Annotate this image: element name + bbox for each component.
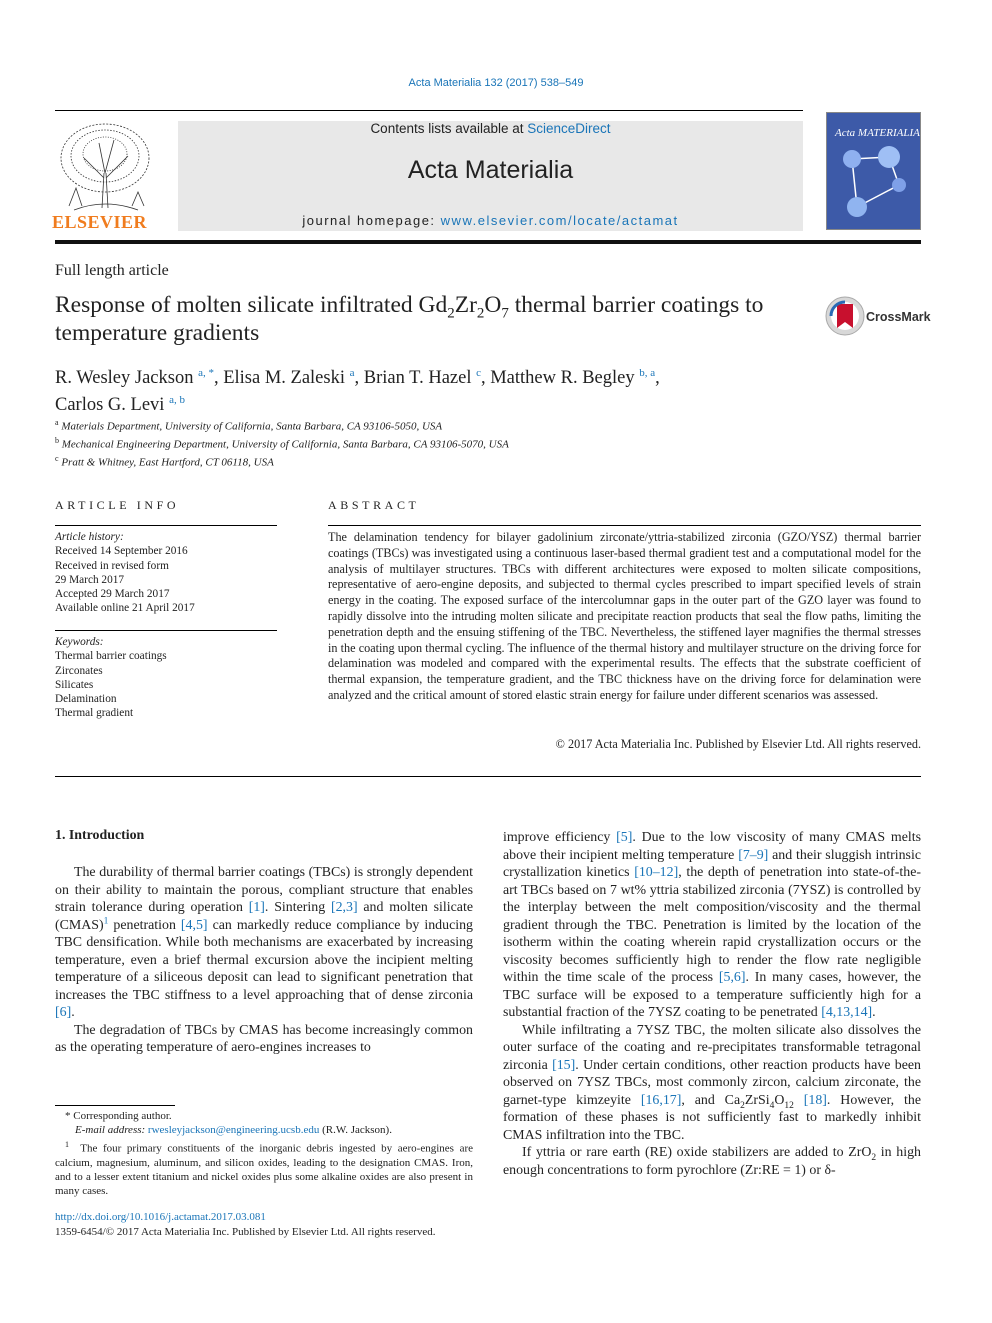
keyword-item: Silicates [55,678,94,691]
history-item: Accepted 29 March 2017 [55,588,170,601]
citation-ref[interactable]: [7–9] [738,847,769,863]
citation-ref[interactable]: [5,6] [718,970,746,985]
affiliation-marker[interactable]: a [349,367,355,379]
author-name: Matthew R. Begley [490,368,640,389]
keyword-item: Thermal barrier coatings [55,650,167,663]
citation-ref[interactable]: [4,5] [180,917,208,933]
body-column-left [55,864,473,1057]
citation-ref[interactable]: [5] [616,830,633,845]
journal-cover-thumbnail[interactable] [826,112,921,230]
citation-ref[interactable]: [16,17] [640,1092,682,1108]
footnote-rule [55,1105,175,1106]
article-type: Full length article [55,262,169,279]
keyword-item: Zirconates [55,664,103,677]
cover-art-icon [827,137,921,230]
journal-name: Acta Materialia [407,156,574,184]
history-item: Received 14 September 2016 [55,545,188,558]
history-label: Article history: [55,531,124,543]
issn-copyright: 1359-6454/© 2017 Acta Materialia Inc. Published by Elsevier Ltd. All rights reserved. [55,1226,436,1238]
homepage-prefix: journal homepage: [302,213,441,228]
affiliation-item: $^c$ Pratt & Whitney, East Hartford, CT 06118, USA [55,454,274,469]
keyword-item: Thermal gradient [55,707,134,720]
sciencedirect-link[interactable]: ScienceDirect [527,121,611,136]
paragraph: If yttria or rare earth (RE) oxide stabilizers are added to ZrO$_2$ in high enough concentrations to form pyrochlore (Zr:RE = 1) or δ- [503,1145,921,1178]
cover-title: Acta MATERIALIA [835,127,920,139]
divider [328,525,921,526]
article-info-heading: ARTICLE INFO [55,498,180,512]
elsevier-wordmark: ELSEVIER [52,212,148,232]
footnote-ref[interactable]: 1 [103,915,109,926]
affiliations [55,416,509,470]
affiliation-item: $^a$ Materials Department, University of California, Santa Barbara, CA 93106-5050, USA [55,418,443,433]
paragraph: improve efficiency [5]. Due to the low viscosity of many CMAS melts above their incipient melting temperature [7–9] and their sluggish intrinsic crystallization kinetics [10–12], the depth of penetration into state-of-the-art TBCs based on 7 wt% yttria stabilized zirconia (7YSZ) is controlled by the interplay between the melt composition/viscosity and the thermal gradient through the TBC. Penetration is limited by the location of the isotherm within the coating wherein rapid crystallization occurs or the viscosity becomes sufficiently high to render the flow rate negligible within the time scale of the process [5,6]. In many cases, however, the TBC surface will be exposed to a temperature sufficiently high for a substantial fraction of the 7YSZ coating to be penetrated [4,13,14]. [503,830,921,1020]
abstract-text: The delamination tendency for bilayer gadolinium zirconate/yttria-stabilized zirconia (GZO/YSZ) thermal barrier coatings (TBCs) was investigated using a continuous laser-based thermal gradient test and a computational model for the analysis of multilayer structures. TBCs with different architectures were exposed to molten silicate compositions, representative of aero-engine deposits, and subjected to thermal cycles prescribed to impart specified levels of strain energy in the coating. The exposed surface of the intercolumnar gaps in the outer part of the GZO layer was found to rapidly dissolve into the intruding molten silicate and precipitate reaction products that seal the flow paths, limiting the penetration depth and the ensuing stiffening of the TBC. Nevertheless, the stiffened layer magnifies the thermal stresses in the coating upon thermal cycling. The influence of the thermal history and multilayer structure on the driving force for delamination was modeled and compared with the experimental results. The effects that the substrate coefficient of thermal expansion, the temperature gradient, and the TBC thickness have on the driving force for delamination were analyzed and the critical amount of stored elastic strain energy for failure under different scenarios was assessed. [328,530,921,702]
body-column-right [503,829,921,1179]
contents-line [178,121,803,136]
paragraph: The degradation of TBCs by CMAS has become increasingly common as the operating temperature of aero-engines increases to [55,1022,473,1055]
history-item: Available online 21 April 2017 [55,602,195,615]
affiliation-marker[interactable]: a, * [198,367,214,379]
footnote-1: $^1$ The four primary constituents of the inorganic debris ingested by aero-engines are calcium, magnesium, aluminum, and silicon oxides, leading to the designation CMAS. Iron, and to a lesser extent titanium and nickel oxides plus some alkaline oxides are also present in many cases. [55,1139,474,1198]
abstract-copyright: © 2017 Acta Materialia Inc. Published by Elsevier Ltd. All rights reserved. [555,737,921,751]
journal-citation[interactable]: Acta Materialia 132 (2017) 538–549 [408,77,584,89]
citation-ref[interactable]: [10–12] [634,865,679,880]
footnotes [55,1109,473,1198]
homepage-link[interactable]: www.elsevier.com/locate/actamat [440,213,679,228]
paragraph: While infiltrating a 7YSZ TBC, the molten silicate also dissolves the outer surface of the coating and re-precipitates transformable tetragonal zirconia [15]. Under certain conditions, other reaction products have been observed on 7YSZ TBCs, most commonly zircon, calcium zirconate, the garnet-type kimzeyite [16,17], and $Ca_2ZrSi_4O_{12}$ [18]. However, the formation of these phases is not sufficiently fast to markedly inhibit CMAS infiltration into the TBC. [503,1022,921,1143]
citation-ref[interactable]: [2,3] [330,900,358,915]
crossmark-label[interactable]: CrossMark [866,310,931,324]
abstract-heading: ABSTRACT [328,498,420,512]
citation-ref[interactable]: [1] [248,900,265,915]
contents-prefix: Contents lists available at [370,121,528,136]
affiliation-marker[interactable]: a, b [169,394,185,407]
author-name: Carlos G. Levi [55,395,170,416]
author-name: Elisa M. Zaleski [223,368,350,389]
paragraph: The durability of thermal barrier coatings (TBCs) is strongly dependent on their ability to maintain the porous, compliant structure that enables strain tolerance during operation [1]. Sintering [2,3] and molten silicate (CMAS)$^1$ penetration [4,5] can markedly reduce compliance by inducing TBC densification. While both mechanisms are exacerbated by increasing temperature, even a brief thermal excursion above the incipient melting temperature of a siliceous deposit can lead to significant penetration that increases the TBC stiffness to a level approaching that of dense zirconia [6]. [55,865,473,1020]
section-heading-introduction: 1. Introduction [55,828,145,843]
citation-ref[interactable]: [4,13,14] [821,1005,873,1020]
author-name: Brian T. Hazel [363,368,477,389]
history-item: 29 March 2017 [55,573,125,586]
corresponding-author-note: * Corresponding author. [65,1110,172,1122]
article-history [55,530,195,616]
article-title: Response of molten silicate infiltrated $Gd_2Zr_2O_7$ thermal barrier coatings to temperature gradients [55,292,764,346]
crossmark-icon[interactable] [825,296,865,336]
divider [55,776,921,777]
homepage-line [178,213,803,228]
citation-ref[interactable]: [15] [552,1057,576,1073]
citation-ref[interactable]: [6] [55,1005,72,1020]
keyword-item: Delamination [55,693,117,706]
email-note: E-mail address: rwesleyjackson@engineering.ucsb.edu (R.W. Jackson). [75,1124,392,1137]
history-item: Received in revised form [55,559,169,572]
affiliation-marker[interactable]: b, a [639,367,656,379]
doi-link[interactable]: http://dx.doi.org/10.1016/j.actamat.2017.03.081 [55,1211,266,1223]
affiliation-marker[interactable]: c [476,367,481,379]
divider [55,525,277,526]
author-name: R. Wesley Jackson [55,368,199,389]
header-rule [55,110,803,111]
author-list: R. Wesley Jackson $^{a, *}$, Elisa M. Zaleski $^a$, Brian T. Hazel $^c$, Matthew R. Begley $^{b, a}$, Carlos G. Levi $^{a, b}$ [55,367,660,416]
citation-ref[interactable]: [18] [803,1092,827,1108]
affiliation-item: $^b$ Mechanical Engineering Department, University of California, Santa Barbara, CA 93106-5070, USA [55,436,509,451]
email-link[interactable]: rwesleyjackson@engineering.ucsb.edu [147,1124,320,1137]
keywords [55,635,167,721]
divider [55,630,277,631]
keywords-label: Keywords: [55,636,104,648]
header-thick-rule [55,240,921,244]
